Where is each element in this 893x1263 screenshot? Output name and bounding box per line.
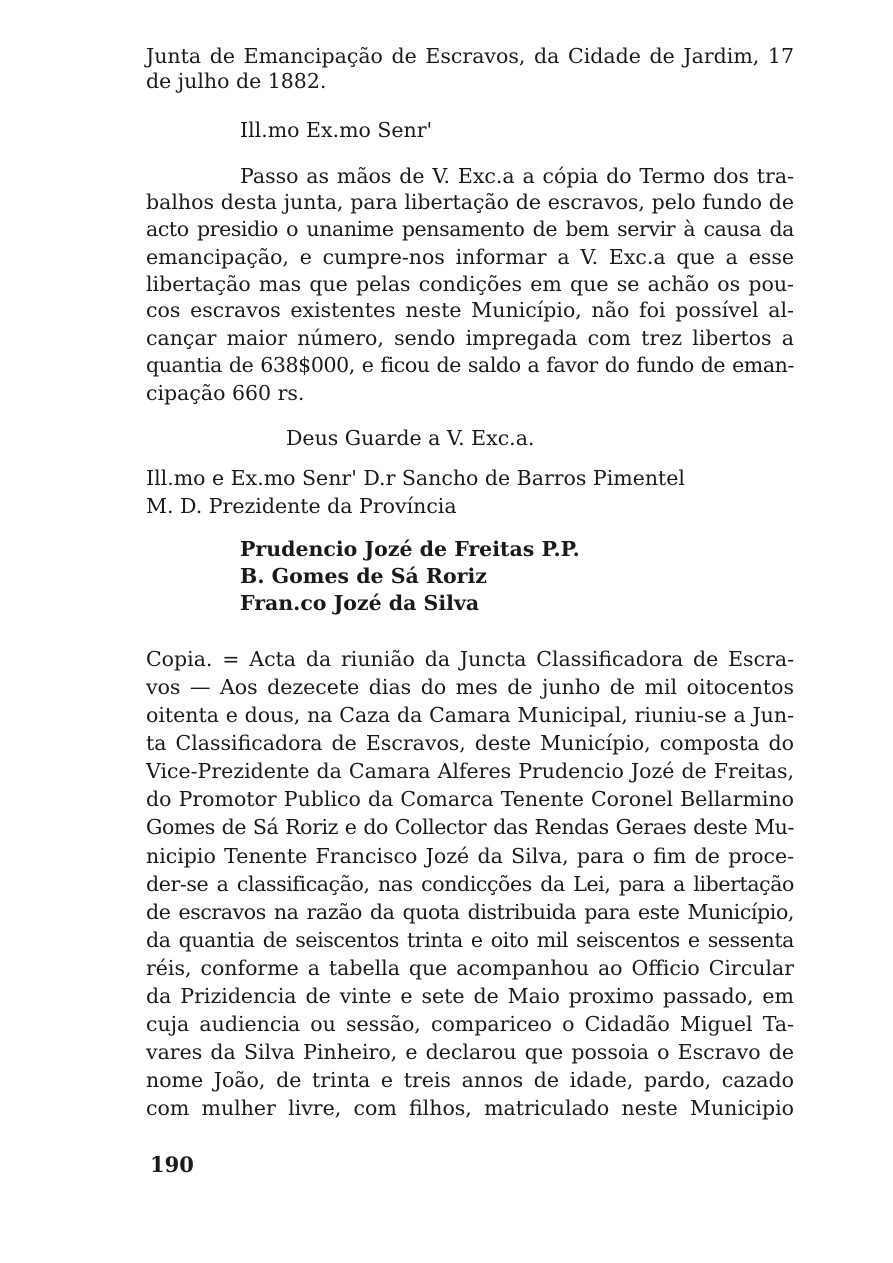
addressee-line: Ill.mo e Ex.mo Senr' D.r Sancho de Barros Pimentel [146,466,685,490]
copy-text-line: de escravos na razão da quota distribuida para este Município, [146,900,794,924]
signature-line: B. Gomes de Sá Roriz [240,564,487,588]
letter-heading-line: de julho de 1882. [146,69,327,93]
copy-text-line: vares da Silva Pinheiro, e declarou que possoia o Escravo de [146,1040,794,1064]
letter-body-line: cipação 660 rs. [146,381,305,405]
letter-body-line: quantia de 638$000, e ficou de saldo a favor do fundo de eman- [146,353,794,377]
copy-text-line: com mulher livre, com filhos, matriculado neste Municipio [146,1096,794,1120]
copy-text-line: do Promotor Publico da Comarca Tenente Coronel Bellarmino [146,787,794,811]
addressee-line: M. D. Prezidente da Província [146,494,457,518]
copy-text-line: Vice-Prezidente da Camara Alferes Prudencio Jozé de Freitas, [146,759,794,783]
letter-body-line: balhos desta junta, para libertação de escravos, pelo fundo de [146,190,794,214]
copy-text-line: vos — Aos dezecete dias do mes de junho de mil oitocentos [146,675,794,699]
copy-text-line: ta Classificadora de Escravos, deste Município, composta do [146,731,794,755]
letter-body-line: cos escravos existentes neste Município, não foi possível al- [146,298,794,322]
copy-text-line: da quantia de seiscentos trinta e oito mil seiscentos e sessenta [146,928,794,952]
copy-text-line: der-se a classificação, nas condicções da Lei, para a libertação [146,872,794,896]
letter-body-line: libertação mas que pelas condições em que se achão os pou- [146,272,794,296]
letter-body-line: Passo as mãos de V. Exc.a a cópia do Termo dos tra- [240,164,794,188]
signature-line: Prudencio Jozé de Freitas P.P. [240,537,580,561]
copy-text-line: Copia. = Acta da riunião da Juncta Classificadora de Escra- [146,647,794,671]
page-number: 190 [150,1152,194,1177]
copy-text-line: oitenta e dous, na Caza da Camara Municipal, riuniu-se a Jun- [146,703,794,727]
closing-line: Deus Guarde a V. Exc.a. [286,426,535,450]
letter-body-line: cançar maior número, sendo impregada com trez libertos a [146,326,794,350]
letter-heading-line: Junta de Emancipação de Escravos, da Cidade de Jardim, 17 [146,44,794,68]
signature-line: Fran.co Jozé da Silva [240,591,480,615]
copy-text-line: cuja audiencia ou sessão, compariceo o Cidadão Miguel Ta- [146,1012,794,1036]
copy-text-line: da Prizidencia de vinte e sete de Maio proximo passado, em [146,984,794,1008]
copy-text-line: réis, conforme a tabella que acompanhou ao Officio Circular [146,956,794,980]
copy-text-line: Gomes de Sá Roriz e do Collector das Rendas Geraes deste Mu- [146,815,794,839]
letter-body-line: acto presidio o unanime pensamento de bem servir à causa da [146,217,794,241]
copy-text-line: nome João, de trinta e treis annos de idade, pardo, cazado [146,1068,794,1092]
letter-body-line: emancipação, e cumpre-nos informar a V. Exc.a que a esse [146,245,794,269]
copy-text-line: nicipio Tenente Francisco Jozé da Silva, para o fim de proce- [146,844,794,868]
salutation: Ill.mo Ex.mo Senr' [240,118,433,142]
